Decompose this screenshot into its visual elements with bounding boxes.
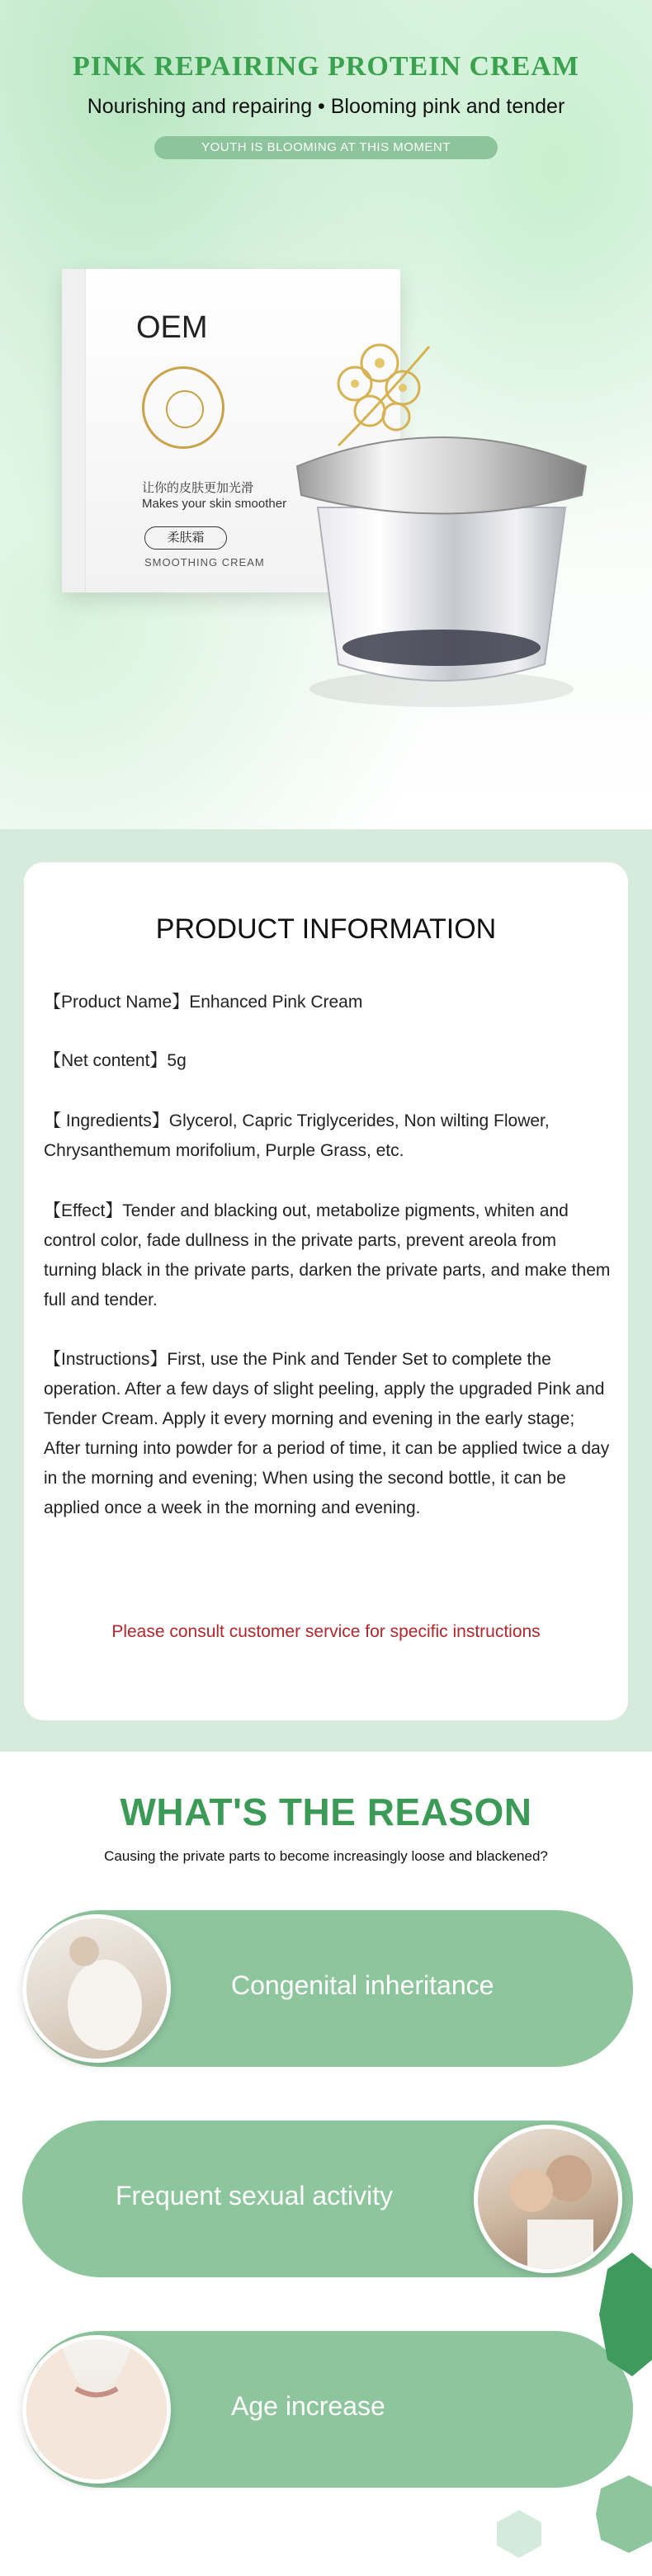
- pregnant-woman-avatar: [22, 1914, 171, 2063]
- cream-jar-image: [289, 417, 594, 714]
- box-cn-line: 让你的皮肤更加光滑: [142, 481, 254, 495]
- hexagon-decoration-large: [599, 2253, 652, 2376]
- box-side-panel: [62, 269, 86, 592]
- reason-label-2: Frequent sexual activity: [116, 2181, 394, 2210]
- reason-subtitle: Causing the private parts to become increasingly loose and blackened?: [104, 1848, 548, 1864]
- info-title: PRODUCT INFORMATION: [155, 913, 497, 945]
- box-smoothing-label: SMOOTHING CREAM: [144, 556, 265, 569]
- reason-label-1: Congenital inheritance: [231, 1970, 494, 2000]
- moisture-seal-icon: [142, 366, 224, 449]
- chin-avatar: [22, 2335, 171, 2484]
- box-tag: 柔肤霜: [144, 526, 227, 550]
- hero-title: PINK REPAIRING PROTEIN CREAM: [73, 51, 579, 82]
- info-effect: 【Effect】Tender and blacking out, metabolize pigments, whiten and control color, fade dullness in the private parts, prevent areola from turning black in the private parts, darken the private parts, and make them full and tender.: [44, 1201, 611, 1309]
- box-en-line: Makes your skin smoother: [142, 497, 287, 511]
- box-brand: OEM: [136, 310, 208, 345]
- hero-subtitle: Nourishing and repairing • Blooming pink and tender: [87, 95, 565, 118]
- info-ingredients: 【 Ingredients】Glycerol, Capric Triglycerides, Non wilting Flower, Chrysanthemum morifolium, Purple Grass, etc.: [44, 1111, 550, 1160]
- hexagon-decoration-corner: [596, 2475, 652, 2553]
- hero-banner: [0, 0, 652, 829]
- info-instructions: 【Instructions】First, use the Pink and Tender Set to complete the operation. After a few days of slight peeling, apply the upgraded Pink and Tender Cream. Apply it every morning and evening in the early stage; After turning into powder for a period of time, it can be applied twice a day in the morning and evening; When using the second bottle, it can be applied once a week in the morning and evening.: [44, 1350, 610, 1517]
- couple-avatar: [474, 2125, 622, 2273]
- reason-label-3: Age increase: [231, 2391, 385, 2421]
- hero-tagline-pill: YOUTH IS BLOOMING AT THIS MOMENT: [154, 136, 498, 159]
- hexagon-decoration-small: [494, 2508, 545, 2559]
- reason-title: WHAT'S THE REASON: [120, 1790, 532, 1833]
- info-net-content: 【Net content】5g: [44, 1051, 187, 1070]
- info-product-name: 【Product Name】Enhanced Pink Cream: [44, 993, 363, 1012]
- info-note: Please consult customer service for specific instructions: [111, 1622, 541, 1641]
